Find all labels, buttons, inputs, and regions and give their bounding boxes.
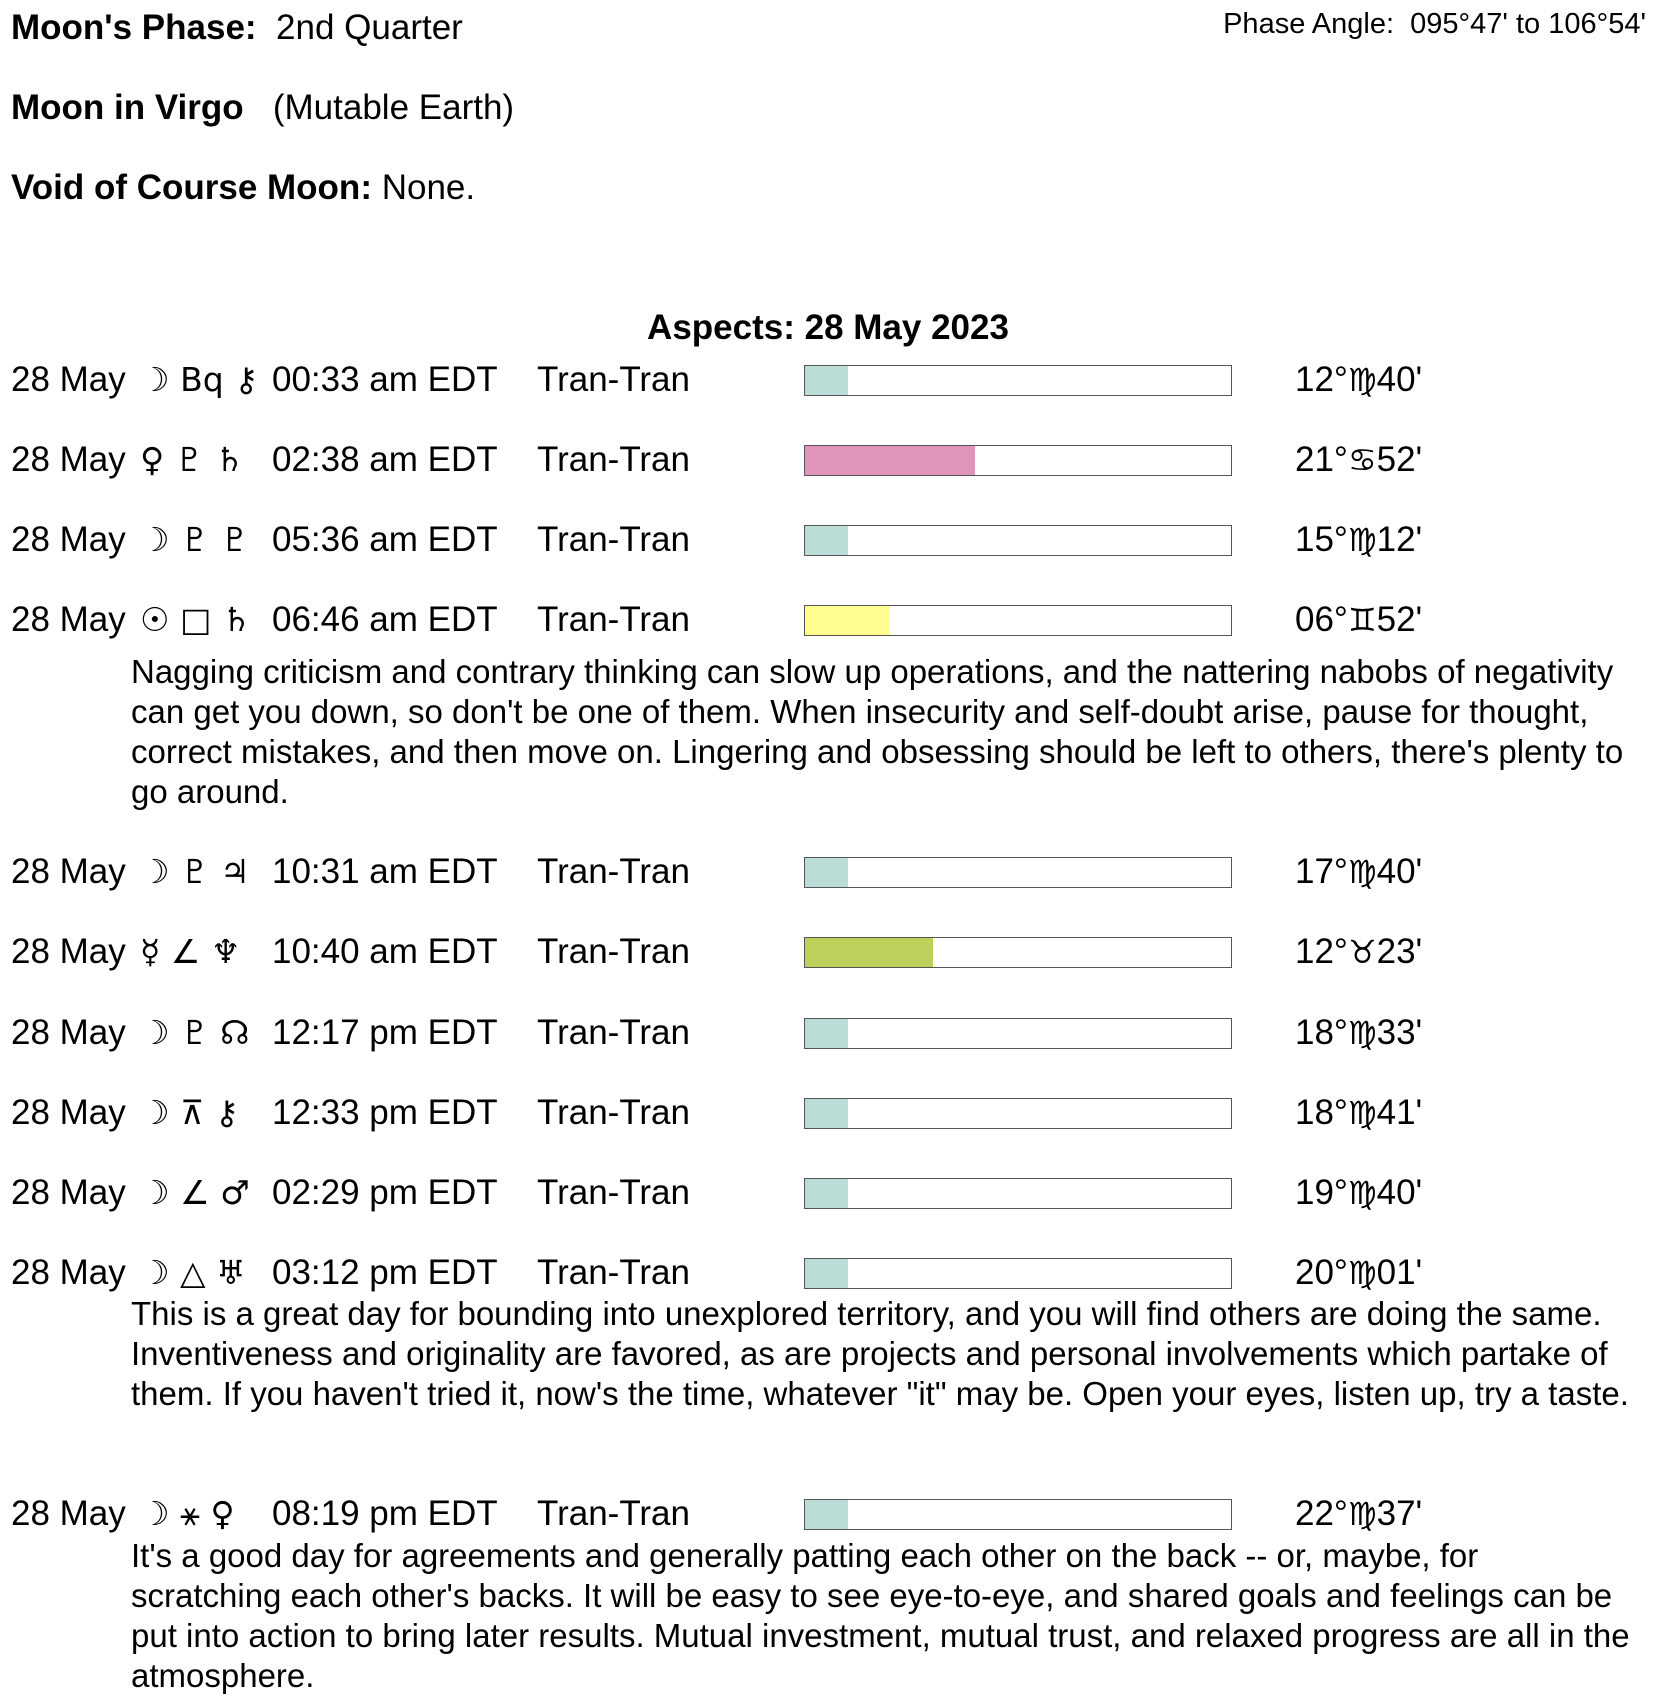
- moon-sign-value: (Mutable Earth): [272, 88, 515, 127]
- position-minutes: 52': [1376, 440, 1423, 479]
- strength-bar-fill: [805, 526, 848, 555]
- position-minutes: 33': [1376, 1013, 1423, 1052]
- strength-bar: [804, 1258, 1232, 1289]
- position-degrees: 18°: [1295, 1013, 1348, 1052]
- aspect-row: [0, 1090, 1656, 1136]
- aspect-time: 05:36 am EDT: [272, 520, 498, 559]
- zodiac-sign-icon: ♍: [1347, 853, 1377, 891]
- strength-bar: [804, 445, 1232, 476]
- aspect-glyphs: ☽ Bq ⚷: [140, 360, 259, 399]
- strength-bar: [804, 525, 1232, 556]
- aspect-position: [1295, 517, 1422, 563]
- phase-angle-value: 095°47' to 106°54': [1410, 8, 1646, 40]
- position-degrees: 15°: [1295, 520, 1348, 559]
- aspect-glyphs: ☿ ∠ ♆: [140, 932, 241, 971]
- aspect-row: [0, 849, 1656, 895]
- strength-bar: [804, 857, 1232, 888]
- position-minutes: 12': [1376, 520, 1423, 559]
- aspect-glyphs: ☽ ♇ ☊: [140, 1013, 250, 1052]
- position-degrees: 18°: [1295, 1093, 1348, 1132]
- aspect-position: [1295, 1090, 1422, 1136]
- aspect-type: Tran-Tran: [537, 1253, 690, 1292]
- aspect-time: 06:46 am EDT: [272, 600, 498, 639]
- aspect-date: 28 May: [11, 520, 126, 559]
- aspect-date: 28 May: [11, 1494, 126, 1533]
- aspect-type: Tran-Tran: [537, 1093, 690, 1132]
- aspect-time: 03:12 pm EDT: [272, 1253, 498, 1292]
- aspect-date: 28 May: [11, 1013, 126, 1052]
- void-of-course-line: [11, 168, 475, 208]
- position-minutes: 41': [1376, 1093, 1423, 1132]
- position-degrees: 22°: [1295, 1494, 1348, 1533]
- strength-bar-fill: [805, 606, 890, 635]
- position-minutes: 52': [1376, 600, 1423, 639]
- strength-bar: [804, 1499, 1232, 1530]
- aspect-type: Tran-Tran: [537, 520, 690, 559]
- position-degrees: 21°: [1295, 440, 1348, 479]
- aspect-type: Tran-Tran: [537, 440, 690, 479]
- aspect-glyphs: ☽ ♇ ♇: [140, 520, 250, 559]
- position-degrees: 19°: [1295, 1173, 1348, 1212]
- aspect-position: [1295, 1491, 1422, 1537]
- strength-bar: [804, 1098, 1232, 1129]
- zodiac-sign-icon: ♍: [1347, 1174, 1377, 1212]
- aspect-position: [1295, 437, 1422, 483]
- aspect-glyphs: ☽ ∠ ♂: [140, 1173, 250, 1212]
- zodiac-sign-icon: ♉: [1347, 933, 1377, 971]
- zodiac-sign-icon: ♍: [1347, 521, 1377, 559]
- zodiac-sign-icon: ♍: [1347, 1495, 1377, 1533]
- position-minutes: 40': [1376, 852, 1423, 891]
- aspect-description: It's a good day for agreements and generally patting each other on the back -- or, maybe, for scratching each other's backs. It will be easy to see eye-to-eye, and shared goals and feelings can be put into action to bring later results. Mutual investment, mutual trust, and relaxed progress are all in the atmosphere.: [131, 1537, 1630, 1694]
- aspect-type: Tran-Tran: [537, 852, 690, 891]
- moon-sign-label: Moon in Virgo: [11, 88, 244, 127]
- aspect-position: [1295, 1170, 1422, 1216]
- zodiac-sign-icon: ♍: [1347, 1094, 1377, 1132]
- aspect-date: 28 May: [11, 600, 126, 639]
- aspect-glyphs: ☽ ♇ ♃: [140, 852, 250, 891]
- aspect-row: [0, 1010, 1656, 1056]
- aspect-glyphs: ☽ ⚹ ♀: [140, 1494, 235, 1533]
- aspect-time: 08:19 pm EDT: [272, 1494, 498, 1533]
- aspect-position: [1295, 357, 1422, 403]
- aspect-type: Tran-Tran: [537, 1013, 690, 1052]
- aspect-type: Tran-Tran: [537, 932, 690, 971]
- zodiac-sign-icon: ♋: [1347, 441, 1377, 479]
- aspect-time: 02:29 pm EDT: [272, 1173, 498, 1212]
- position-minutes: 23': [1376, 932, 1423, 971]
- aspect-row: [0, 597, 1656, 643]
- strength-bar-fill: [805, 1179, 848, 1208]
- moon-phase-value: 2nd Quarter: [276, 8, 463, 47]
- void-of-course-label: Void of Course Moon:: [11, 168, 372, 207]
- strength-bar-fill: [805, 1500, 848, 1529]
- position-degrees: 12°: [1295, 932, 1348, 971]
- strength-bar-fill: [805, 938, 933, 967]
- aspect-row: [0, 929, 1656, 975]
- aspect-row: [0, 517, 1656, 563]
- aspect-glyphs: ☽ ⊼ ⚷: [140, 1093, 239, 1132]
- aspect-glyphs: ☽ △ ♅: [140, 1253, 246, 1292]
- zodiac-sign-icon: ♍: [1347, 1014, 1377, 1052]
- aspect-time: 12:33 pm EDT: [272, 1093, 498, 1132]
- strength-bar-fill: [805, 1019, 848, 1048]
- position-minutes: 37': [1376, 1494, 1423, 1533]
- void-of-course-value: None.: [381, 168, 476, 207]
- aspect-position: [1295, 1010, 1422, 1056]
- aspect-date: 28 May: [11, 1173, 126, 1212]
- aspect-time: 12:17 pm EDT: [272, 1013, 498, 1052]
- strength-bar-fill: [805, 1259, 848, 1288]
- strength-bar-fill: [805, 366, 848, 395]
- position-degrees: 17°: [1295, 852, 1348, 891]
- position-degrees: 20°: [1295, 1253, 1348, 1292]
- position-degrees: 12°: [1295, 360, 1348, 399]
- position-degrees: 06°: [1295, 600, 1348, 639]
- aspect-date: 28 May: [11, 852, 126, 891]
- aspect-position: [1295, 849, 1422, 895]
- strength-bar: [804, 937, 1232, 968]
- aspect-type: Tran-Tran: [537, 1494, 690, 1533]
- aspect-type: Tran-Tran: [537, 360, 690, 399]
- moon-phase-label: Moon's Phase:: [11, 8, 257, 47]
- zodiac-sign-icon: ♊: [1347, 601, 1377, 639]
- phase-angle: [1223, 8, 1646, 41]
- strength-bar: [804, 605, 1232, 636]
- strength-bar-fill: [805, 858, 848, 887]
- phase-angle-label: Phase Angle:: [1223, 8, 1395, 40]
- aspect-row: [0, 1170, 1656, 1216]
- aspect-glyphs: ☉ □ ♄: [140, 600, 252, 639]
- aspect-time: 10:31 am EDT: [272, 852, 498, 891]
- aspect-glyphs: ♀ ♇ ♄: [140, 440, 245, 479]
- aspect-type: Tran-Tran: [537, 1173, 690, 1212]
- position-minutes: 01': [1376, 1253, 1423, 1292]
- aspect-row: [0, 1491, 1656, 1537]
- aspect-position: [1295, 929, 1422, 975]
- strength-bar: [804, 1018, 1232, 1049]
- zodiac-sign-icon: ♍: [1347, 1254, 1377, 1292]
- aspect-time: 00:33 am EDT: [272, 360, 498, 399]
- zodiac-sign-icon: ♍: [1347, 361, 1377, 399]
- aspect-row: [0, 1250, 1656, 1296]
- aspect-description: This is a great day for bounding into unexplored territory, and you will find others are doing the same. Inventiveness and originality are favored, as are projects and personal involvements which partake of them. If you haven't tried it, now's the time, whatever "it" may be. Open your eyes, listen up, try a taste.: [131, 1295, 1629, 1412]
- aspect-position: [1295, 597, 1422, 643]
- strength-bar-fill: [805, 446, 975, 475]
- strength-bar: [804, 365, 1232, 396]
- aspect-row: [0, 357, 1656, 403]
- aspect-date: 28 May: [11, 360, 126, 399]
- aspect-row: [0, 437, 1656, 483]
- aspect-position: [1295, 1250, 1422, 1296]
- aspect-time: 10:40 am EDT: [272, 932, 498, 971]
- aspect-date: 28 May: [11, 932, 126, 971]
- moon-phase-line: [11, 8, 463, 48]
- strength-bar-fill: [805, 1099, 848, 1128]
- aspect-time: 02:38 am EDT: [272, 440, 498, 479]
- moon-sign-line: [11, 88, 514, 128]
- aspect-description: Nagging criticism and contrary thinking can slow up operations, and the nattering nabobs of negativity can get you down, so don't be one of them. When insecurity and self-doubt arise, pause for thought, correct mistakes, and then move on. Lingering and obsessing should be left to others, there's plenty to go around.: [131, 653, 1624, 810]
- aspect-type: Tran-Tran: [537, 600, 690, 639]
- strength-bar: [804, 1178, 1232, 1209]
- aspect-date: 28 May: [11, 440, 126, 479]
- position-minutes: 40': [1376, 360, 1423, 399]
- aspects-title: Aspects: 28 May 2023: [647, 308, 1009, 347]
- aspect-date: 28 May: [11, 1253, 126, 1292]
- position-minutes: 40': [1376, 1173, 1423, 1212]
- aspect-date: 28 May: [11, 1093, 126, 1132]
